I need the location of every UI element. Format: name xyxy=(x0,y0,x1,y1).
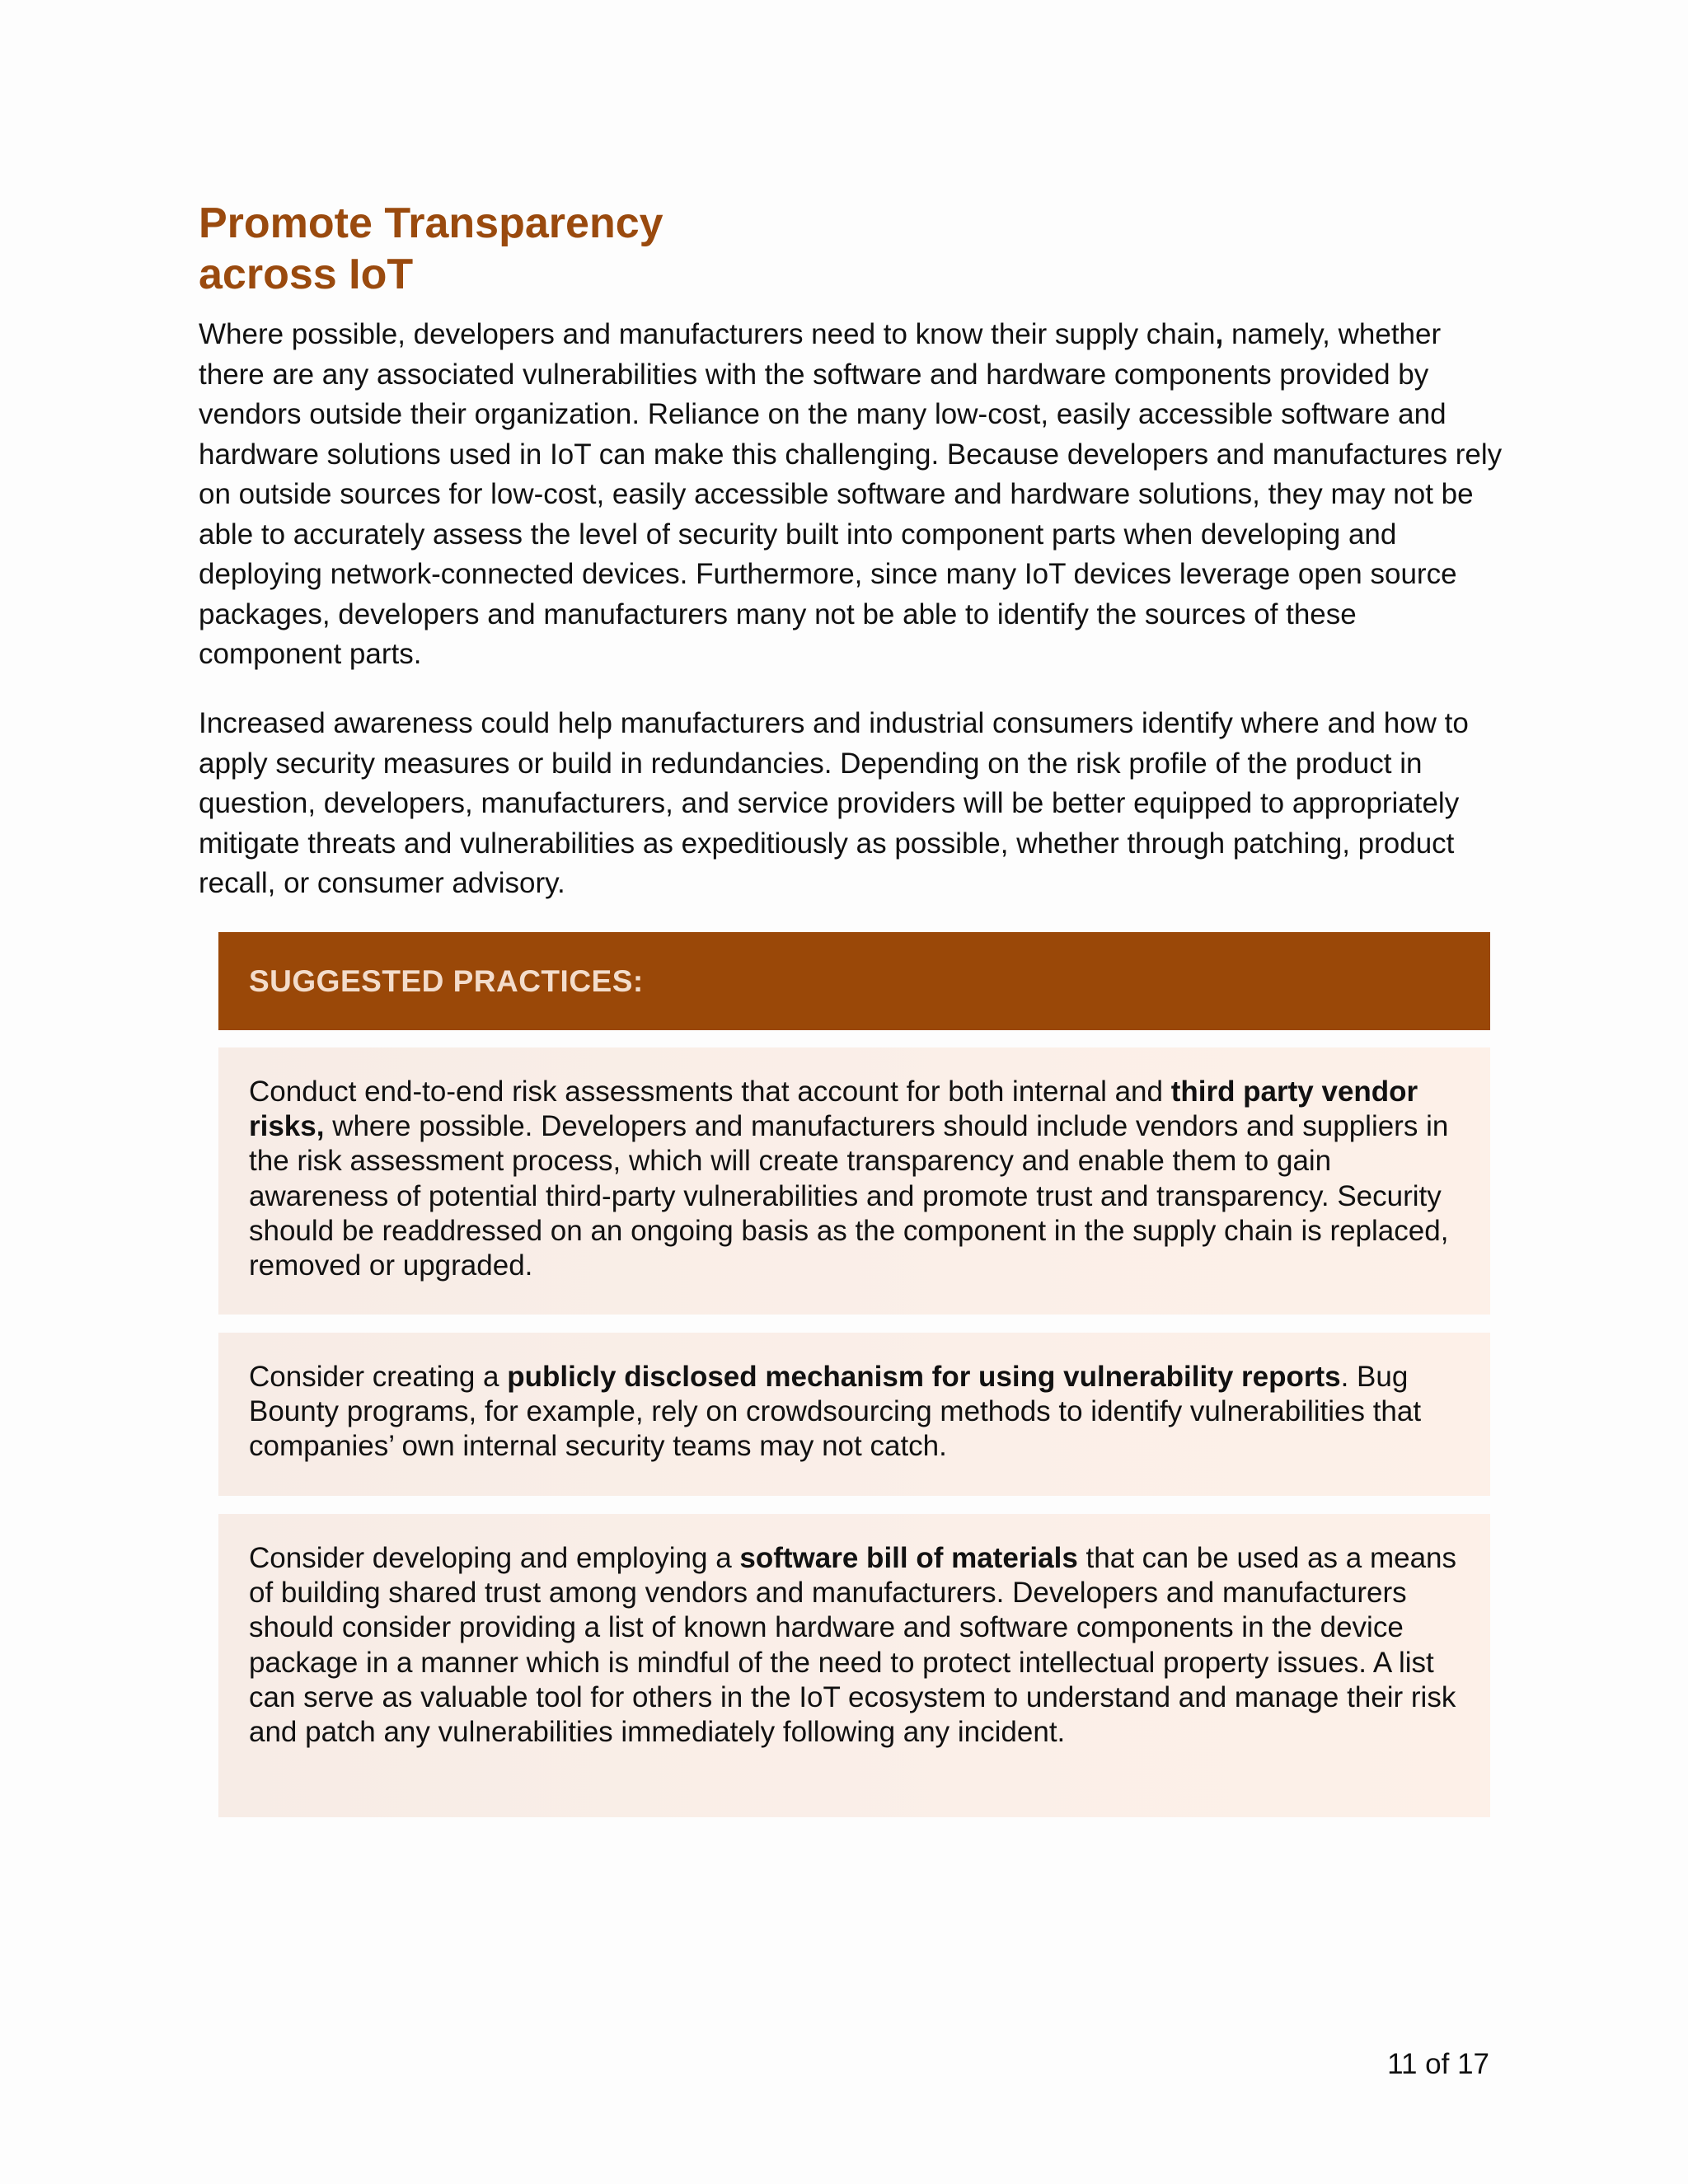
intro-paragraph-2: Increased awareness could help manufacturers and industrial consumers identify where and how to apply security measures or build in redundancies. Depending on the risk profile of the product in question, developers, manufacturers, and service providers will be better equipped to appropriately mitigate threats and vulnerabilities as expeditiously as possible, whether through patching, product recall, or consumer advisory. xyxy=(199,707,1469,899)
suggested-practices-banner xyxy=(218,932,1490,1030)
intro-paragraph-1-bold: , xyxy=(1215,318,1224,350)
practice-text-rest: . Bug Bounty programs, for example, rely on crowdsourcing methods to identify vulnerabilities that companies’ own internal security teams may not catch. xyxy=(249,1361,1422,1463)
practice-text xyxy=(249,1360,1461,1465)
page-title-line-2: across IoT xyxy=(199,251,414,298)
intro-paragraph-1-text: Where possible, developers and manufacturers need to know their supply chain xyxy=(199,318,1216,350)
practice-key-phrase: publicly disclosed mechanism for using vulnerability reports xyxy=(507,1361,1341,1393)
intro-paragraph-1-text-continued: namely, whether there are any associated vulnerabilities with the software and hardware components provided by vendors outside their organization. Reliance on the many low-cost, easily accessible software and hardware solutions used in IoT can make this challenging. Because developers and manufactures rely on outside sources for low-cost, easily accessible software and hardware solutions, they may not be able to accurately assess the level of security built into component parts when developing and deploying network-connected devices. Furthermore, since many IoT devices leverage open source packages, developers and manufacturers many not be able to identify the sources of these component parts. xyxy=(199,318,1503,670)
page-title xyxy=(199,198,940,300)
practice-card xyxy=(218,1333,1490,1496)
practice-key-phrase: third party vendor risks, xyxy=(249,1076,1418,1143)
practice-card xyxy=(218,1047,1490,1315)
page-title-line-1: Promote Transparency xyxy=(199,199,663,247)
practice-text-rest: that can be used as a means of building shared trust among vendors and manufacturers. Developers and manufacturers should consider providing a list of known hardware and software components in the device package in a manner which is mindful of the need to protect intellectual property issues. A list can serve as valuable tool for others in the IoT ecosystem to understand and manage their risk and patch any vulnerabilities immediately following any incident. xyxy=(249,1542,1456,1749)
intro-paragraph-1 xyxy=(199,315,1505,675)
practice-text-lead: Consider developing and employing a xyxy=(249,1542,740,1574)
practice-text xyxy=(249,1541,1461,1750)
practice-text-rest: where possible. Developers and manufacturers should include vendors and suppliers in the risk assessment process, which will create transparency and enable them to gain awareness of potential third-party vulnerabilities and promote trust and transparency. Security should be readdressed on an ongoing basis as the component in the supply chain is replaced, removed or upgraded. xyxy=(249,1110,1449,1282)
suggested-practices-heading: SUGGESTED PRACTICES: xyxy=(249,964,644,998)
practice-text-lead: Consider creating a xyxy=(249,1361,508,1393)
practice-text-lead: Conduct end-to-end risk assessments that account for both internal and xyxy=(249,1076,1171,1108)
practice-key-phrase: software bill of materials xyxy=(739,1542,1078,1574)
practice-text xyxy=(249,1075,1461,1283)
practice-card xyxy=(218,1514,1490,1817)
page-number: 11 of 17 xyxy=(1387,2048,1489,2080)
